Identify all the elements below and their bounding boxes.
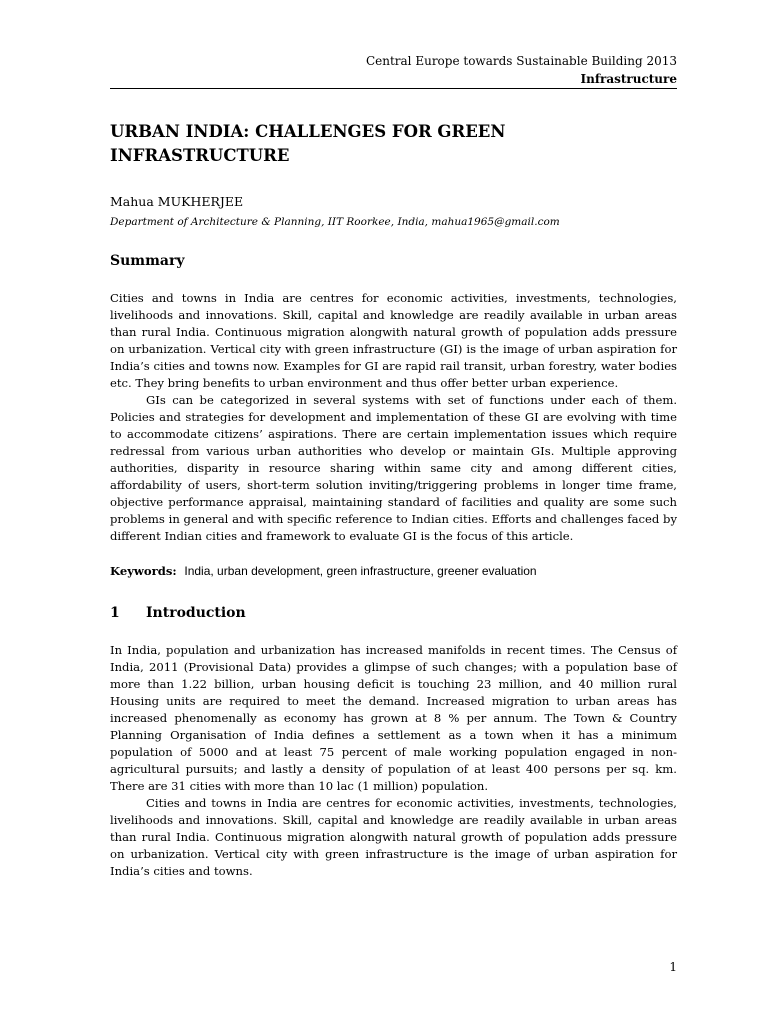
paper-title: URBAN INDIA: CHALLENGES FOR GREEN INFRASTRUCTURE bbox=[110, 122, 506, 165]
summary-heading: Summary bbox=[110, 253, 185, 269]
author-affiliation: Department of Architecture & Planning, IIT Roorkee, India, mahua1965@gmail.com bbox=[110, 216, 560, 228]
page-number: 1 bbox=[669, 960, 677, 974]
section-title: Introduction bbox=[146, 605, 246, 621]
keywords-list: India, urban development, green infrastructure, greener evaluation bbox=[184, 564, 537, 578]
keywords-label: Keywords: bbox=[110, 564, 177, 578]
section-name: Infrastructure bbox=[580, 72, 677, 86]
introduction-paragraph-2: Cities and towns in India are centres for economic activities, investments, technologies, livelihoods and innovations. Skill, capital and knowledge are readily available in urban areas than rural India. Continuous migration alongwith natural growth of population adds pressure on urbanization. Vertical city with green infrastructure is the image of urban aspiration for India’s cities and towns. bbox=[110, 796, 677, 878]
keywords bbox=[110, 563, 677, 580]
header-divider bbox=[110, 88, 677, 89]
section-number: 1 bbox=[110, 605, 120, 621]
author-name: Mahua MUKHERJEE bbox=[110, 194, 244, 209]
summary-paragraph-2: GIs can be categorized in several systems with set of functions under each of them. Policies and strategies for development and implementation of these GI are evolving with time to accommodate citizens’ aspirations. There are certain implementation issues which require redressal from various urban authorities who develop or maintain GIs. Multiple approving authorities, disparity in resource sharing within same city and among different cities, affordability of users, short-term solution inviting/triggering problems in longer time frame, objective performance appraisal, maintaining standard of facilities and quality are some such problems in general and with specific reference to Indian cities. Efforts and challenges faced by different Indian cities and framework to evaluate GI is the focus of this article. bbox=[110, 393, 677, 543]
introduction-heading bbox=[110, 604, 677, 622]
main-content bbox=[110, 120, 677, 880]
running-header bbox=[117, 52, 677, 88]
introduction-paragraph-1: In India, population and urbanization has increased manifolds in recent times. The Census of India, 2011 (Provisional Data) provides a glimpse of such changes; with a population base of more than 1.22 billion, urban housing deficit is touching 23 million, and 40 million rural Housing units are required to meet the demand. Increased migration to urban areas has increased phenomenally as economy has grown at 8 % per annum. The Town & Country Planning Organisation of India defines a settlement as a town when it has a minimum population of 5000 and at least 75 percent of male working population engaged in non-agricultural pursuits; and lastly a density of population of at least 400 persons per sq. km. There are 31 cities with more than 10 lac (1 million) population. bbox=[110, 643, 677, 793]
summary-paragraph-1: Cities and towns in India are centres for economic activities, investments, technologies, livelihoods and innovations. Skill, capital and knowledge are readily available in urban areas than rural India. Continuous migration alongwith natural growth of population adds pressure on urbanization. Vertical city with green infrastructure (GI) is the image of urban aspiration for India’s cities and towns now. Examples for GI are rapid rail transit, urban forestry, water bodies etc. They bring benefits to urban environment and thus offer better urban experience. bbox=[110, 291, 677, 390]
conference-name: Central Europe towards Sustainable Building 2013 bbox=[365, 54, 677, 68]
